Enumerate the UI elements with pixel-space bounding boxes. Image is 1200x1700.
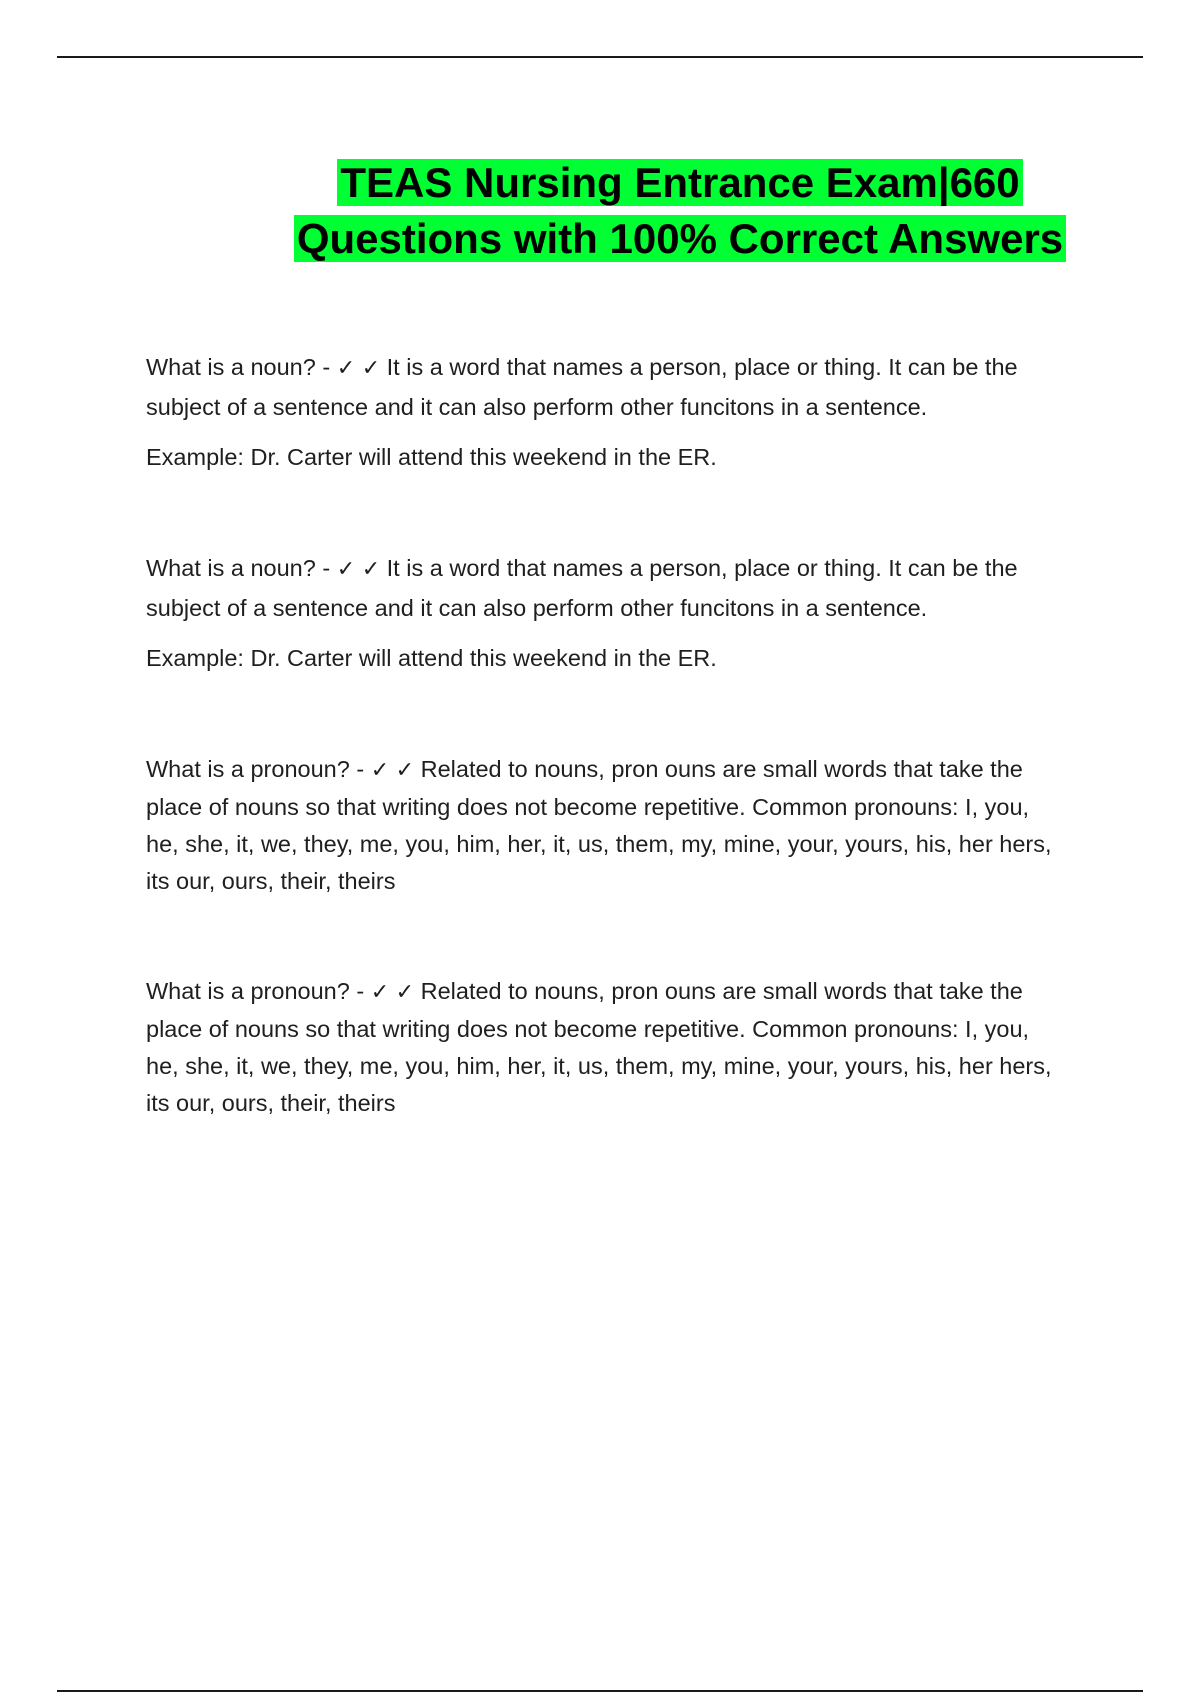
document-title <box>280 155 1080 267</box>
title-line-1: TEAS Nursing Entrance Exam|660 <box>337 159 1022 206</box>
qa-item-1 <box>146 348 1066 476</box>
answer-text: It is a word that names a person, place or thing. It can be the subject of a sentence and it can also perform other funcitons in a sentence. <box>146 354 1018 420</box>
question-text: What is a noun? - <box>146 354 331 380</box>
qa-question-answer <box>146 348 1066 426</box>
question-text: What is a pronoun? - <box>146 978 365 1004</box>
check-mark-icon: ✓ <box>370 980 390 1005</box>
header-rule <box>57 56 1143 58</box>
question-text: What is a pronoun? - <box>146 756 365 782</box>
qa-item-3 <box>146 751 1066 900</box>
check-mark-icon: ✓ <box>336 356 356 381</box>
check-mark-icon: ✓ <box>336 557 356 582</box>
qa-item-4 <box>146 973 1066 1122</box>
check-mark-icon: ✓ <box>395 758 415 783</box>
qa-item-2 <box>146 549 1066 677</box>
answer-text: It is a word that names a person, place or thing. It can be the subject of a sentence and it can also perform other funcitons in a sentence. <box>146 555 1018 621</box>
question-text: What is a noun? - <box>146 555 331 581</box>
example-text: Example: Dr. Carter will attend this weekend in the ER. <box>146 645 717 671</box>
footer-rule <box>57 1690 1143 1692</box>
check-mark-icon: ✓ <box>361 356 381 381</box>
check-mark-icon: ✓ <box>395 980 415 1005</box>
check-mark-icon: ✓ <box>361 557 381 582</box>
qa-question-answer <box>146 549 1066 627</box>
qa-question-answer <box>146 973 1066 1122</box>
check-mark-icon: ✓ <box>370 758 390 783</box>
answer-text: Related to nouns, pron ouns are small words that take the place of nouns so that writing does not become repetitive. Common pronouns: I, you, he, she, it, we, they, me, you, him, her, it, us, them, my, mine, your, yours, his, her hers, its our, ours, their, theirs <box>146 978 1052 1116</box>
qa-question-answer <box>146 751 1066 900</box>
title-line-2: Questions with 100% Correct Answers <box>294 215 1066 262</box>
example-text: Example: Dr. Carter will attend this weekend in the ER. <box>146 444 717 470</box>
answer-text: Related to nouns, pron ouns are small words that take the place of nouns so that writing does not become repetitive. Common pronouns: I, you, he, she, it, we, they, me, you, him, her, it, us, them, my, mine, your, yours, his, her hers, its our, ours, their, theirs <box>146 756 1052 894</box>
